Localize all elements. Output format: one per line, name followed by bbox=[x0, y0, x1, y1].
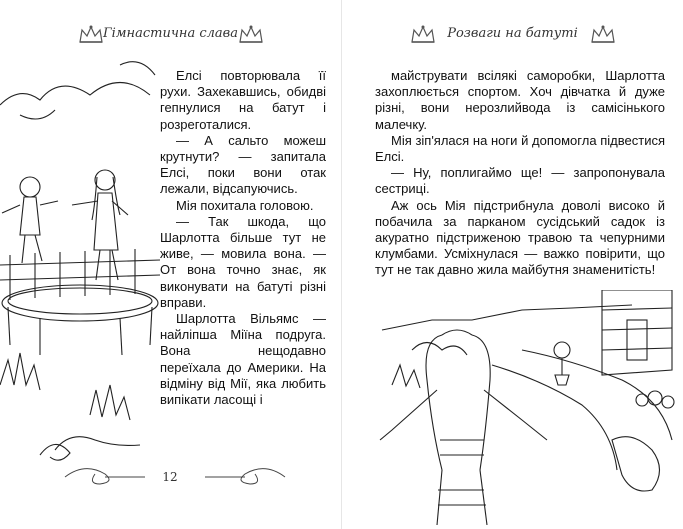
right-body-text bbox=[375, 68, 665, 279]
paragraph: майструвати всілякі саморобки, Шарлотта захоплюється спортом. Хоч дівчатка й дуже різні, вони нерозлийвода із самісінького малечку. bbox=[375, 68, 665, 132]
paragraph: Шарлотта Вільямс — найліпша Міїна подруга. Вона нещодавно переїхала до Америки. На відміну від Мії, яка любить випікати ласощі і bbox=[160, 311, 326, 408]
paragraph: Аж ось Мія підстрибнула доволі високо й побачила за парканом сусідський садок із акуратно підстриженою травою та чепурними клумбами. Усміхнулася — важко повірити, що тут не так давно жила майбутня знаменитість! bbox=[375, 197, 665, 278]
tiara-icon bbox=[590, 24, 616, 46]
left-running-head-bar bbox=[0, 18, 341, 48]
paragraph: — Так шкода, що Шарлотта більше тут не живе, — мовила вона. — От вона точно знає, як виконувати на батуті різні вправи. bbox=[160, 213, 326, 310]
paragraph: Мія похитала головою. bbox=[176, 197, 314, 213]
paragraph: — А сальто можеш крутнути? — запитала Елсі, поки вони отак лежали, відсапуючись. bbox=[160, 132, 326, 197]
right-page bbox=[342, 0, 683, 529]
running-head: Гімнастична слава bbox=[103, 26, 238, 41]
right-running-head-bar bbox=[342, 18, 683, 48]
paragraph: — Ну, поплигаймо ще! — запропонувала сестриці. bbox=[375, 165, 665, 197]
left-page bbox=[0, 0, 341, 529]
paragraph: Мія зіп'ялася на ноги й допомогла підвестися Елсі. bbox=[375, 132, 665, 165]
tiara-icon bbox=[238, 24, 264, 46]
page-number: 12 bbox=[162, 470, 178, 484]
running-head: Розваги на батуті bbox=[447, 26, 578, 41]
left-body-text bbox=[160, 68, 326, 408]
paragraph: Елсі повторювала її рухи. Захекавшись, обидві гепнулися на батут і розреготалися. bbox=[160, 68, 326, 132]
garden-illustration bbox=[372, 290, 683, 525]
trampoline-illustration bbox=[0, 55, 160, 475]
